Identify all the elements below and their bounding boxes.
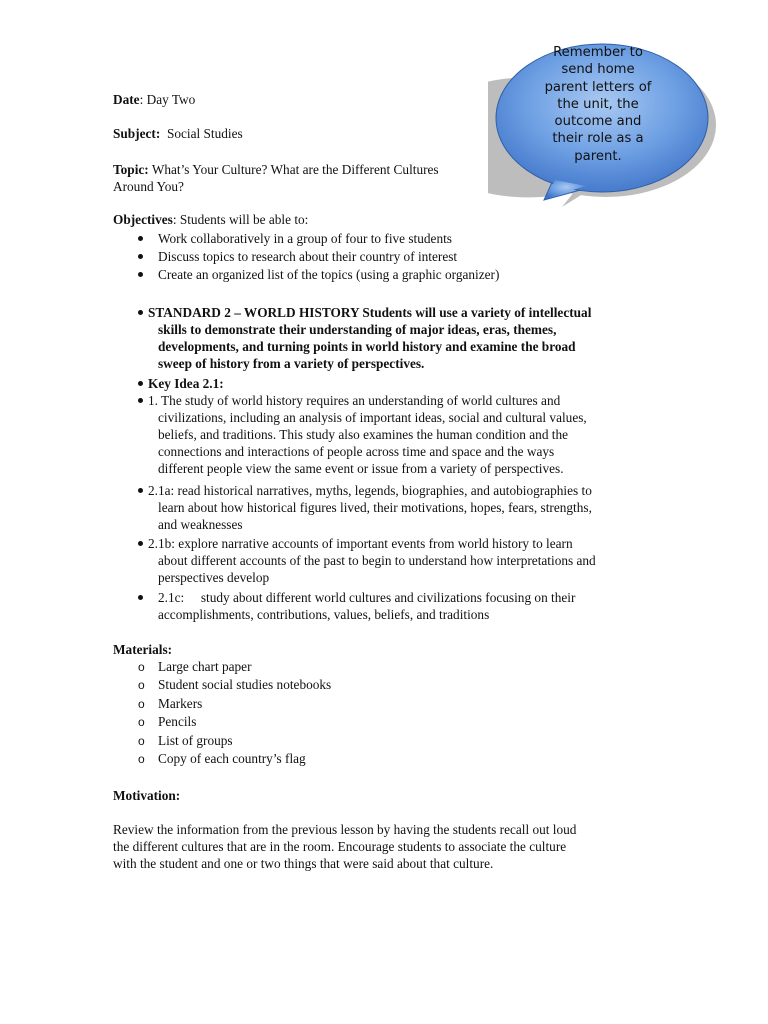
text-line: 2.1b: explore narrative accounts of important events from world history to learn xyxy=(148,536,573,551)
standard-line: skills to demonstrate their understanding of major ideas, eras, themes, xyxy=(158,322,557,337)
bullet-circle: o xyxy=(138,697,145,711)
bullet-dot xyxy=(138,236,143,241)
text-line: perspectives develop xyxy=(158,570,270,585)
topic-line xyxy=(113,161,439,178)
bullet-dot xyxy=(138,541,143,546)
bullet-circle: o xyxy=(138,678,145,692)
reminder-line: parent. xyxy=(574,148,622,164)
text-line: about different accounts of the past to begin to understand how interpretations and xyxy=(158,553,596,568)
objectives-intro: : Students will be able to: xyxy=(172,212,309,227)
objectives-heading xyxy=(113,211,308,228)
objectives-label: Objectives xyxy=(113,212,173,227)
objective-item: Discuss topics to research about their country of interest xyxy=(158,249,458,264)
key-idea-heading: Key Idea 2.1: xyxy=(148,376,224,391)
bullet-dot xyxy=(138,595,143,600)
text-line: beliefs, and traditions. This study also examines the human condition and the xyxy=(158,427,569,442)
reminder-line: send home xyxy=(561,62,635,78)
text-line: different people view the same event or issue from a variety of perspectives. xyxy=(158,461,564,476)
material-item: Student social studies notebooks xyxy=(158,677,332,692)
text-line: 1. The study of world history requires an understanding of world cultures and xyxy=(148,393,561,408)
material-item: Copy of each country’s flag xyxy=(158,751,306,766)
bullet-dot xyxy=(138,254,143,259)
reminder-line: parent letters of xyxy=(544,79,652,95)
text-line: Review the information from the previous lesson by having the students recall out loud xyxy=(113,822,577,837)
key-idea-2-1a xyxy=(148,482,592,533)
key-idea-2-1b xyxy=(148,535,596,586)
text-line: 2.1c: study about different world cultures and civilizations focusing on their xyxy=(158,590,576,605)
material-item: Markers xyxy=(158,696,203,711)
motivation-paragraph xyxy=(113,821,576,872)
text-line: and weaknesses xyxy=(158,517,243,532)
subject-line xyxy=(113,125,243,142)
key-idea-1 xyxy=(148,392,587,477)
reminder-line: outcome and xyxy=(554,114,642,130)
reminder-line: the unit, the xyxy=(557,96,639,112)
text-line: connections and interactions of people across time and space and the ways xyxy=(158,444,555,459)
bullet-circle: o xyxy=(138,752,145,766)
date-line xyxy=(113,91,195,108)
text-line: civilizations, including an analysis of important ideas, social and cultural values, xyxy=(158,410,587,425)
topic-value: What’s Your Culture? What are the Different Cultures xyxy=(151,162,439,177)
material-item: List of groups xyxy=(158,733,233,748)
bullet-dot xyxy=(138,272,143,277)
bullet-dot xyxy=(138,381,143,386)
topic-label: Topic: xyxy=(113,162,149,177)
topic-line-continued: Around You? xyxy=(113,179,184,194)
reminder-line: Remember to xyxy=(553,45,643,60)
materials-heading: Materials: xyxy=(113,642,173,657)
subject-label: Subject: xyxy=(113,126,161,141)
standard-line: sweep of history from a variety of perspectives. xyxy=(158,356,425,371)
standard-line: developments, and turning points in world history and examine the broad xyxy=(158,339,576,354)
text-line: with the student and one or two things that were said about that culture. xyxy=(113,856,494,871)
standard-line: STANDARD 2 – WORLD HISTORY Students will use a variety of intellectual xyxy=(148,305,592,320)
date-label: Date xyxy=(113,92,140,107)
material-item: Large chart paper xyxy=(158,659,252,674)
bullet-circle: o xyxy=(138,734,145,748)
text-line: learn about how historical figures lived, their motivations, hopes, fears, strengths, xyxy=(158,500,592,515)
text-line: the different cultures that are in the room. Encourage students to associate the culture xyxy=(113,839,567,854)
subject-value: Social Studies xyxy=(166,126,243,141)
reminder-line: their role as a xyxy=(552,131,644,147)
key-idea-2-1c xyxy=(158,589,575,623)
reminder-text xyxy=(528,44,668,165)
bullet-circle: o xyxy=(138,715,145,729)
objective-item: Create an organized list of the topics (using a graphic organizer) xyxy=(158,267,500,282)
bullet-circle: o xyxy=(138,660,145,674)
material-item: Pencils xyxy=(158,714,197,729)
text-line: accomplishments, contributions, values, beliefs, and traditions xyxy=(158,607,490,622)
standard-block xyxy=(148,304,591,372)
bullet-dot xyxy=(138,310,143,315)
bullet-dot xyxy=(138,398,143,403)
reminder-callout xyxy=(488,30,728,210)
text-line: 2.1a: read historical narratives, myths, legends, biographies, and autobiographies to xyxy=(148,483,592,498)
objective-item: Work collaboratively in a group of four to five students xyxy=(158,231,452,246)
date-value: : Day Two xyxy=(139,92,196,107)
bullet-dot xyxy=(138,488,143,493)
motivation-heading: Motivation: xyxy=(113,788,181,803)
